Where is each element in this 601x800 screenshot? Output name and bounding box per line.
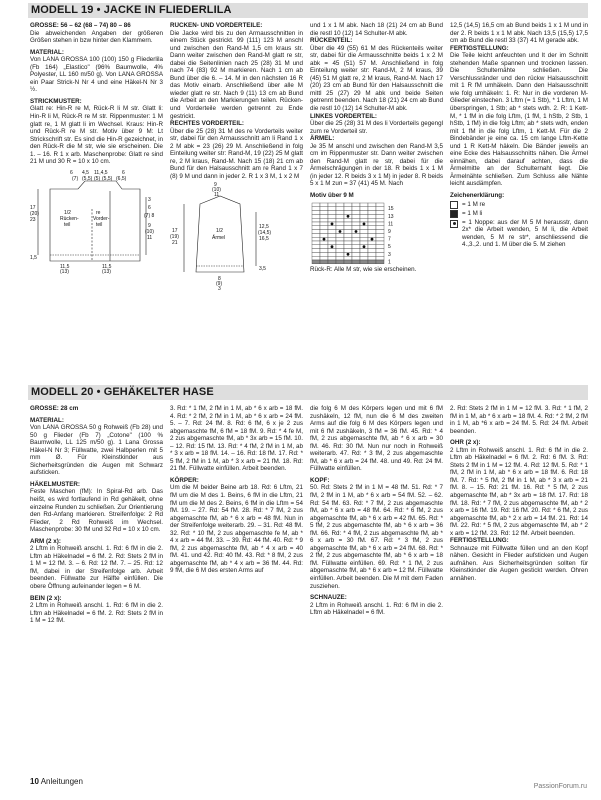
- heading: RÜCKENTEIL:: [310, 37, 353, 45]
- dim-label: 3: [218, 286, 221, 293]
- chart-cell: [344, 233, 352, 237]
- row-number: 7: [388, 236, 391, 243]
- chart-cell: [336, 256, 344, 260]
- chart-cell: [352, 252, 360, 256]
- dim-label: (7): [72, 175, 79, 182]
- chart-cell: [328, 260, 336, 264]
- section-header-modell-20: MODELL 20 • GEHÄKELTER HASE: [28, 385, 588, 400]
- dim-label: (19): [170, 234, 179, 241]
- chart-cell: [320, 214, 328, 218]
- chart-cell: [376, 248, 384, 252]
- row-number: 5: [388, 243, 391, 250]
- chart-cell: [336, 244, 344, 248]
- dim-label: (14,5): [258, 230, 272, 237]
- chart-cell: [320, 233, 328, 237]
- bobble-mark: [347, 252, 350, 255]
- chart-cell: [312, 210, 320, 214]
- paragraph: Um die M beider Beine arb 18. Rd: 6 Lftm, 21 fM um die M des 1. Beins, 6 fM in die Lftm, 21 fM um die M des 2. Beins, 6 fM in die Lftm = 54 fM. 19. – 27. Rd: 54 fM. 28. Rd: * 7 fM, 2 zus abgemaschte fM, ab * 6 x arb = 48 fM. Nun in der Streifenfolge weiterarb. 29. – 31. Rd: 48 fM. 32. Rd: * 10 fM, 2 zus abgemaschte fe M, ab * 4 x arb = 44 fM. 33. – 39. Rd: 44 fM. 40. Rd: * 9 fM, 2 zus abgemaschte fM, ab * 4 x arb = 40 fM. 41. und 42. Rd: 40 fM. 43. Rd: * 8 fM, 2 zus abgemaschte fM, ab * 4 x arb = 36 fM. 44. Rd: 9 fM, die 6 M des ersten Arms auf: [170, 484, 303, 575]
- chart-cell: [376, 252, 384, 256]
- chart-cell: [376, 225, 384, 229]
- heading: STRICKMUSTER:: [30, 97, 82, 105]
- chart-cell: [344, 229, 352, 233]
- chart-cell: [336, 203, 344, 207]
- piece-label: teil: [64, 221, 71, 228]
- chart-cell: [368, 244, 376, 248]
- bobble-mark: [331, 222, 334, 225]
- chart-cell: [336, 214, 344, 218]
- m19-column-4: [450, 22, 588, 384]
- piece-label: Vorder-: [93, 215, 110, 222]
- dim-label: 6: [70, 169, 73, 176]
- chart-cell: [368, 214, 376, 218]
- dim-label: (5): [94, 175, 101, 182]
- chart-cell: [312, 214, 320, 218]
- dim-label: 9: [214, 182, 217, 189]
- chart-cell: [328, 203, 336, 207]
- bobble-mark: [323, 237, 326, 240]
- chart-cell: [312, 256, 320, 260]
- bobble-mark: [331, 245, 334, 248]
- chart-cell: [312, 244, 320, 248]
- row-number: 9: [388, 228, 391, 235]
- caption: Rück-R: Alle M str, wie sie erscheinen.: [310, 265, 417, 273]
- chart-cell: [336, 222, 344, 226]
- filled-square-icon: [450, 210, 458, 218]
- chart-cell: [344, 222, 352, 226]
- dim-label: (13): [60, 268, 69, 274]
- paragraph: 50. Rd: Stets 2 fM in 1 M = 48 fM. 51. Rd: * 7 fM, 2 fM in 1 M, ab * 6 x arb = 54 fM. 52. – 62. Rd: 54 fM. 63. Rd: * 7 fM, 2 zus abgemaschte fM, ab * 6 x arb = 48 fM. 64. Rd: * 6 fM, 2 zus abgemaschte fM, ab * 6 x arb = 42 fM. 65. Rd: * 5 fM, 2 zus abgemaschte fM, ab * 6 x arb = 36 fM. 66. Rd: * 4 fM, 2 zus abgemaschte fM, ab * 6 x arb = 30 fM. 67. Rd: * 3 fM, 2 zus abgemaschte fM, ab * 6 x arb = 24 fM. 68. Rd: * 2 fM, 2 zus abgemaschte fM, ab * 6 x arb = 18 fM. Füllwatte einfüllen. 69. Rd: * 1 fM, 2 zus abgemaschte fM, ab * 6 x arb = 12 fM. Füllwatte einfüllen. Arbeit beenden. Die M mit dem Faden zusziehen.: [310, 484, 443, 590]
- paragraph: 3. Rd: * 1 fM, 2 fM in 1 M, ab * 6 x arb = 18 fM. 4. Rd: * 2 fM, 2 fM in 1 M, ab * 6 x arb = 24 fM. 5. – 7. Rd: 24 fM. 8. Rd: 6 fM, 6 x je 2 zus abgemaschte fM, 6 fM = 18 fM. 9. Rd: * 4 fe M, 2 zus abgemaschte fM, ab * 3x arb = 15 fM. 10. – 12. Rd: 15 fM. 13. Rd: * 4 fM, 2 fM in 1 M, ab * 3 x arb = 18 fM. 14. – 16. Rd: 18 fM. 17. Rd: * 5 fM, 2 fM in 1 M, ab * 3 x arb = 21 fM. 18. Rd: 21 fM. Füllwatte einfüllen. Arbeit beenden.: [170, 405, 303, 473]
- chart-cell: [352, 214, 360, 218]
- paragraph: Über die 25 (28) 31 M des li Vorderteils gegengl zum re Vorderteil str.: [310, 120, 443, 135]
- dim-label: 21: [172, 240, 178, 247]
- chart-cell: [376, 229, 384, 233]
- chart-cell: [320, 229, 328, 233]
- chart-cell: [328, 225, 336, 229]
- paragraph: Je 35 M anschl und zwischen den Rand-M 3,5 cm im Rippenmuster str. Dann weiter zwischen den Rand-M glatt re str, dabei für die Ärmelschrägungen in der 18. R beids 1 x 1 M (in jeder 12. R beids 3 x 1 M) in jeder 8. R beids 5 x 1 M zun = 37 (41) 45 M. Nach: [310, 142, 443, 188]
- heading: KÖRPER:: [170, 476, 199, 484]
- chart-cell: [344, 237, 352, 241]
- paragraph: die folg 6 M des Körpers legen und mit 6 fM zushäkeln, 12 fM, nun die 6 M des zweiten Arms auf die folg 6 M des Körpers legen und mit 6 fM zushäkeln, 3 fM = 36 fM. 45. Rd: * 4 fM, 2 zus abgemaschte fM, ab * 6 x arb = 30 fM. 46. Rd: 30 fM. Nun nur noch in Rohweiß weiterarb. 47. Rd: * 3 fM, 2 zus abgemaschte fM, ab * 6 x arb = 24 fM. 48. und 49. Rd: 24 fM. Füllwatte einfüllen.: [310, 405, 443, 473]
- dim-label: (13): [102, 268, 111, 274]
- chart-cell: [376, 203, 384, 207]
- piece-label: re: [96, 209, 101, 216]
- chart-cell: [320, 260, 328, 264]
- dim-label: (10): [145, 228, 154, 235]
- chart-cell: [368, 203, 376, 207]
- dim-label: (20): [30, 210, 39, 217]
- dim-label: 6: [122, 169, 125, 176]
- chart-cell: [312, 218, 320, 222]
- dim-label: 11,5: [60, 263, 70, 270]
- chart-cell: [328, 206, 336, 210]
- bobble-mark: [347, 214, 350, 217]
- chart-cell: [328, 252, 336, 256]
- chart-cell: [312, 260, 320, 264]
- chart-cell: [368, 233, 376, 237]
- chart-cell: [376, 244, 384, 248]
- motif-grid: [310, 202, 420, 266]
- chart-cell: [360, 237, 368, 241]
- dim-label: 3,5: [259, 266, 266, 273]
- chart-cell: [360, 248, 368, 252]
- heading: FERTIGSTELLUNG:: [450, 44, 509, 52]
- paragraph: Über die 25 (28) 31 M des re Vorderteils weiter str, dabei für den Armausschnitt am li Rand 1 x 2 M abk = 23 (26) 29 M. Anschließend in folg Einteilung weiter str: Rand-M, 19 (22) 25 M glatt re, 2 M kraus, Rand-M. Nach 15 (18) 21 cm ab Bund für den Halsausschnitt am re Rand 1 x 7 (8) 9 M und dann in jeder 2. R 1 x 3 M, 1 x 2 M: [170, 127, 303, 180]
- chart-cell: [312, 252, 320, 256]
- chart-cell: [312, 248, 320, 252]
- dim-label: 11: [214, 192, 220, 199]
- chart-cell: [376, 218, 384, 222]
- chart-cell: [376, 241, 384, 245]
- dim-label: 1,5: [30, 254, 37, 261]
- chart-cell: [376, 206, 384, 210]
- dim-label: (6,5): [116, 175, 127, 182]
- chart-cell: [368, 241, 376, 245]
- chart-cell: [320, 225, 328, 229]
- row-number: 3: [388, 251, 391, 258]
- paragraph: 2 Lftm in Rohweiß anschl. 1. Rd: 6 fM in die 2. Lftm ab Häkelnadel = 6 fM.: [310, 601, 443, 617]
- chart-cell: [344, 241, 352, 245]
- heading: Motiv über 9 M: [310, 192, 354, 200]
- dim-label: 12,5: [259, 224, 269, 231]
- dim-label: 8: [218, 276, 221, 283]
- m20-column-1: [30, 405, 163, 777]
- paragraph: Glatt re: Hin-R re M, Rück-R li M str. Glatt li: Hin-R li M, Rück-R re M str. Rippenmuster: 1 M glatt re, 1 M glatt li im Wechsel. Kraus: Hin-R und Rück-R re M str. Motiv über 9 M: Lt Strickschrift str. Es sind die Hin-R gezeichnet, in den Rück-R die M str, wie sie erscheinen. Die 1. – 16. R 1 x arb. Maschenprobe: Glatt re sind 21 M und 30 R = 10 x 10 cm.: [30, 105, 163, 166]
- chart-cell: [344, 248, 352, 252]
- chart-cell: [344, 203, 352, 207]
- chart-cell: [336, 241, 344, 245]
- chart-cell: [360, 241, 368, 245]
- chart-cell: [328, 233, 336, 237]
- page-number: 10: [30, 777, 39, 786]
- chart-cell: [312, 241, 320, 245]
- footer-section: Anleitungen: [40, 777, 83, 786]
- row-number: 13: [388, 213, 394, 220]
- chart-cell: [368, 218, 376, 222]
- heading: Zeichenerklärung:: [450, 192, 505, 200]
- m20-column-3: [310, 405, 443, 777]
- legend-text: = 1 M li: [462, 209, 483, 217]
- legend-text: = 1 M re: [462, 200, 486, 208]
- chart-cell: [352, 260, 360, 264]
- chart-cell: [312, 225, 320, 229]
- chart-cell: [360, 203, 368, 207]
- heading: RECHTES VORDERTEIL:: [170, 120, 244, 128]
- chart-cell: [312, 203, 320, 207]
- paragraph: Die abweichenden Angaben der größeren Größen stehen in bzw hinter den Klammern.: [30, 29, 163, 45]
- chart-cell: [352, 218, 360, 222]
- chart-cell: [344, 256, 352, 260]
- heading: LINKES VORDERTEIL:: [310, 112, 378, 120]
- section-header-modell-19: MODELL 19 • JACKE IN FLIEDERLILA: [28, 3, 588, 18]
- bobble-dot-icon: [450, 220, 458, 228]
- chart-cell: [336, 210, 344, 214]
- chart-cell: [376, 233, 384, 237]
- chart-cell: [328, 241, 336, 245]
- row-number: 11: [388, 220, 394, 227]
- paragraph: 2 Lftm in Rohweiß anschl. 1. Rd: 6 fM in die 2. Lftm ab Häkelnadel = 6 fM. 2. Rd: Stets 2 fM in 1 M = 12 fM.: [30, 602, 163, 625]
- chart-cell: [336, 252, 344, 256]
- chart-cell: [320, 252, 328, 256]
- m20-column-2: [170, 405, 303, 777]
- chart-cell: [320, 206, 328, 210]
- chart-cell: [344, 260, 352, 264]
- dim-label: (5,5): [82, 175, 93, 182]
- chart-cell: [376, 222, 384, 226]
- dim-label: (7) 8: [144, 212, 155, 219]
- heading: ARM (2 x):: [30, 537, 61, 545]
- chart-cell: [328, 210, 336, 214]
- heading: HÄKELMUSTER:: [30, 480, 80, 488]
- piece-label: teil: [96, 221, 103, 228]
- legend-item-bobble: [450, 219, 588, 249]
- chart-cell: [344, 218, 352, 222]
- chart-cell: [344, 244, 352, 248]
- dim-label: (9): [216, 281, 223, 288]
- dim-label: (5,5): [102, 175, 113, 182]
- legend-item-purl: [450, 210, 588, 218]
- heading: FERTIGSTELLUNG:: [450, 537, 509, 545]
- legend-text: = 1 Noppe: aus der M 5 M herausstr, dann 2x* die Arbeit wenden, 5 M li, die Arbeit wenden, 5 M re str*, anschliessend die 4.,3.,2. und 1. M über die 5. M ziehen: [462, 218, 588, 249]
- chart-cell: [328, 256, 336, 260]
- chart-cell: [360, 214, 368, 218]
- paragraph: 2 Lftm in Rohweiß anschl. 1. Rd: 6 fM in die 2. Lftm ab Häkelnadel = 6 fM. 2. Rd: 6 fM. 3. Rd: Stets 2 fM in 1 M = 12 fM. 4. Rd: 12 fM. 5. Rd: * 1 fM, 2 fM in 1 M, ab * 6 x arb = 18 fM. 6. Rd: 18 fM. 7. Rd: * 5 fM, 2 fM in 1 M, ab * 3 x arb = 21 fM. 8. – 15. Rd: 21 fM. 16. Rd: * 5 fM, 2 zus abgemaschte fM, ab * 3x arb = 18 fM. 17. Rd: 18 fM. 18. Rd: * 7 fM, 2 zus abgemaschte fM, ab * 2 x arb = 16 fM. 19. Rd: 16 fM. 20. Rd: * 6 fM, 2 zus abgemaschte fM, ab * 2 x arb = 14 fM. 21. Rd: 14 fM. 22. Rd: * 5 fM, 2 zus abgemaschte fM, ab * 2 x arb = 12 fM. 23. Rd: 12 fM. Arbeit beenden.: [450, 446, 588, 537]
- chart-cell: [360, 225, 368, 229]
- heading: SCHNAUZE:: [310, 594, 347, 602]
- chart-cell: [320, 218, 328, 222]
- chart-cell: [320, 256, 328, 260]
- chart-cell: [352, 206, 360, 210]
- chart-cell: [352, 233, 360, 237]
- chart-cell: [368, 256, 376, 260]
- watermark: PassionForum.ru: [533, 783, 587, 790]
- bobble-mark: [339, 230, 342, 233]
- m20-column-4: [450, 405, 588, 777]
- chart-cell: [352, 203, 360, 207]
- chart-cell: [312, 206, 320, 210]
- chart-cell: [368, 260, 376, 264]
- chart-cell: [352, 248, 360, 252]
- row-number: 1: [388, 258, 391, 265]
- heading: RÜCKEN- UND VORDERTEILE:: [170, 22, 263, 29]
- heading: MATERIAL:: [30, 416, 64, 424]
- heading: OHR (2 x):: [450, 439, 481, 447]
- heading: MATERIAL:: [30, 48, 64, 56]
- piece-label: Ärmel: [212, 235, 226, 242]
- dim-label: 11: [147, 234, 153, 241]
- bobble-mark: [363, 245, 366, 248]
- heading: BEIN (2 x):: [30, 594, 62, 602]
- chart-cell: [360, 210, 368, 214]
- chart-cell: [360, 218, 368, 222]
- chart-cell: [368, 222, 376, 226]
- chart-cell: [328, 218, 336, 222]
- chart-cell: [360, 229, 368, 233]
- piece-label: 1/2: [216, 228, 223, 235]
- chart-cell: [352, 210, 360, 214]
- sleeve-schematic-diagram: [170, 182, 290, 292]
- chart-cell: [320, 241, 328, 245]
- chart-cell: [320, 244, 328, 248]
- heading: GRÖSSE: 56 – 62 (68 – 74) 80 – 86: [30, 22, 131, 29]
- chart-cell: [360, 256, 368, 260]
- dim-label: 9: [148, 222, 151, 229]
- dim-label: 17: [172, 228, 178, 235]
- page-footer: [30, 777, 83, 786]
- chart-cell: [376, 210, 384, 214]
- chart-cell: [352, 256, 360, 260]
- chart-cell: [352, 222, 360, 226]
- chart-cell: [376, 260, 384, 264]
- chart-cell: [344, 206, 352, 210]
- chart-cell: [336, 248, 344, 252]
- paragraph: 12,5 (14,5) 16,5 cm ab Bund beids 1 x 1 M und in der 2. R beids 1 x 1 M abk. Nach 13,5 (15,5) 17,5 cm ab Bund die restl 33 (37) 41 M gerade abk.: [450, 22, 588, 45]
- chart-cell: [368, 210, 376, 214]
- paragraph: Schnauze mit Füllwatte füllen und an den Kopf nähen. Gesicht in Flieder aufsticken und Augen aufnähen. Aus Sicherheitsgründen sollten für Kleinstkinder die Augen gestickt werden. Ohren annähen.: [450, 544, 588, 583]
- dim-label: (10): [212, 187, 221, 194]
- chart-cell: [312, 233, 320, 237]
- dim-label: 3: [148, 196, 151, 203]
- chart-cell: [336, 237, 344, 241]
- chart-cell: [328, 214, 336, 218]
- chart-cell: [360, 233, 368, 237]
- paragraph: Von LANA GROSSA 50 g Rohweiß (Fb 28) und 50 g Flieder (Fb 7) „Cotone" (100 % Baumwolle, LL 125 m/50 g). 1 Lana Grossa Häkel-N Nr 3; Füllwatte, zwei Halbperlen mit 5 mm Ø. Für Kleinstkinder aus Sicherheitsgründen die Augen mit Schwarz aufsticken.: [30, 424, 163, 477]
- motif-chart: [310, 202, 420, 266]
- chart-cell: [328, 248, 336, 252]
- bobble-mark: [371, 237, 374, 240]
- chart-cell: [328, 229, 336, 233]
- dim-label: 11,5: [102, 263, 112, 270]
- m19-column-1: [30, 22, 163, 384]
- chart-cell: [312, 229, 320, 233]
- chart-cell: [376, 237, 384, 241]
- paragraph: Über die 49 (55) 61 M des Rückenteils weiter str, dabei für die Armausschnitte beids 1 x 2 M abk = 45 (51) 57 M. Anschließend in folg Einteilung weiter str: Rand-M, 2 M kraus, 39 (45) 51 M glatt re, 2 M kraus, Rand-M. Nach 17 (20) 23 cm ab Bund für den Halsausschnitt die mittl 25 (27) 29 M abk und beide Seiten getrennt beenden. Nach 18 (21) 24 cm ab Bund die restl 10 (12) 14 Schulter-M abk.: [310, 44, 443, 113]
- dim-label: 16,5: [259, 236, 269, 243]
- bobble-mark: [363, 222, 366, 225]
- heading: KOPF:: [310, 476, 330, 484]
- chart-cell: [360, 206, 368, 210]
- heading: ÄRMEL:: [310, 135, 335, 143]
- dim-label: 4,5: [82, 169, 89, 176]
- bobble-mark: [355, 230, 358, 233]
- chart-cell: [336, 260, 344, 264]
- empty-square-icon: [450, 201, 458, 209]
- chart-cell: [368, 248, 376, 252]
- piece-label: Rücken-: [60, 215, 79, 222]
- chart-cell: [320, 222, 328, 226]
- m19-column-3: [310, 22, 443, 384]
- paragraph: und 1 x 1 M abk. Nach 18 (21) 24 cm ab Bund die restl 10 (12) 14 Schulter-M abk.: [310, 22, 443, 37]
- piece-label: 1/2: [64, 209, 71, 216]
- chart-cell: [344, 210, 352, 214]
- dim-label: 11,4,5: [94, 169, 108, 176]
- chart-cell: [352, 225, 360, 229]
- body-schematic-diagram: [30, 169, 163, 274]
- chart-cell: [352, 244, 360, 248]
- chart-cell: [376, 256, 384, 260]
- paragraph: 2. Rd: Stets 2 fM in 1 M = 12 fM. 3. Rd: * 1 fM, 2 fM in 1 M, ab * 6 x arb = 18 fM. 4. Rd: * 2 fM, 2 fM in 1 M, ab *6 x arb = 24 fM. 5. Rd: 24 fM. Arbeit beenden.: [450, 405, 588, 435]
- chart-cell: [360, 260, 368, 264]
- chart-cell: [336, 218, 344, 222]
- dim-label: 17: [30, 204, 36, 211]
- chart-cell: [352, 237, 360, 241]
- chart-cell: [320, 203, 328, 207]
- dim-label: 6: [148, 204, 151, 211]
- row-number: 15: [388, 205, 394, 212]
- chart-cell: [312, 237, 320, 241]
- heading: GRÖSSE: 28 cm: [30, 405, 79, 412]
- chart-cell: [368, 229, 376, 233]
- chart-cell: [336, 225, 344, 229]
- paragraph: Die Jacke wird bis zu den Armausschnitten in einem Stück gestrickt. 99 (111) 123 M anschl und zwischen den Rand-M 1,5 cm kraus str. Dann weiter zwischen den Rand-M glatt re str, dabei die Seitenlinien nach 25 (28) 31 M und nach 74 (83) 92 M markieren. Nach 1 cm ab Bund über die 6. – 14. M in den nächsten 16 R das Motiv einarb. Anschließend über alle M wieder glatt re str. Nach 9 (11) 13 cm ab Bund die Arbeit an den Markierungen teilen. Rücken- und Vorderteile werden getrennt zu Ende gestrickt.: [170, 29, 303, 120]
- chart-cell: [328, 237, 336, 241]
- chart-cell: [320, 248, 328, 252]
- chart-cell: [360, 252, 368, 256]
- chart-cell: [368, 252, 376, 256]
- chart-cell: [336, 206, 344, 210]
- chart-cell: [376, 214, 384, 218]
- paragraph: Feste Maschen (fM): In Spiral-Rd arb. Das heißt, es wird fortlaufend in Rd gehäkelt, ohne einzelne Runden zu schließen. Zur Orientierung den Rd-Anfang markieren. Streifenfolge: 2 Rd Flieder, 2 Rd Rohweiß im Wechsel. Maschenprobe: 30 fM und 32 Rd = 10 x 10 cm.: [30, 488, 163, 534]
- m19-column-2: [170, 22, 303, 384]
- chart-cell: [344, 225, 352, 229]
- paragraph: Die Teile leicht anfeuchten und lt der im Schnitt stehenden Maße spannen und trocknen lassen. Die Schulternähte schließen. Die Verschlussränder und den rückw Halsausschnitt mit 1 R fM umhäkeln. Dann den Halsausschnitt wie folg umhäkeln: 1. R: Nur in die vorderen M-Glieder einstechen. 3 Lftm (= 1 Stb), * 1 Lftm, 1 M überspringen, 1 Stb; ab * stets wdh. 2. R: 1 Kett-M, * 1 fM in die folg Lftm, (1 fM, 1 hStb, 2 Stb, 1 hStb, 1 fM) in die folg Lftm; ab * stets wdh, enden mit 1 fM in die folg Lftm, 1 Kett-M. Für die 2 Bindebänder je eine ca. 15 cm lange Lftm-Kette und 1 R Kett-M häkeln. Die Bänder jeweils an eine Ecke des Halsausschnitts nähen. Die Ärmel einnähen, dabei darauf achten, dass die Ärmelmitte an der Schulternaht liegt. Die Ärmelnähte schließen. Zum Schluss alle Nähte leicht ausdämpfen.: [450, 52, 588, 188]
- chart-cell: [368, 225, 376, 229]
- chart-cell: [368, 206, 376, 210]
- legend-item-knit: [450, 201, 588, 209]
- chart-cell: [320, 210, 328, 214]
- dim-label: 23: [30, 216, 36, 223]
- paragraph: 2 Lftm in Rohweiß anschl. 1. Rd: 6 fM in die 2. Lftm ab Häkelnadel = 6 fM. 2. Rd: Stets 2 fM in 1 M = 12 fM. 3. – 6. Rd: 12 fM. 7. – 25. Rd: 12 fM, dabei in der Streifenfolge arb. Arbeit beenden. Füllwatte zur Hälfte einfüllen. Die obere Öffnung aufeinander legen = 6 M.: [30, 545, 163, 591]
- chart-cell: [352, 241, 360, 245]
- paragraph: Von LANA GROSSA 100 (100) 150 g Fliederlila (Fb 164) „Elastico" (96% Baumwolle, 4% Polyester, LL 160 m/50 g). Von LANA GROSSA ein Paar Strick-N Nr 4 und eine Häkel-N Nr 3 ½.: [30, 56, 163, 94]
- chart-cell: [336, 233, 344, 237]
- chart-cell: [312, 222, 320, 226]
